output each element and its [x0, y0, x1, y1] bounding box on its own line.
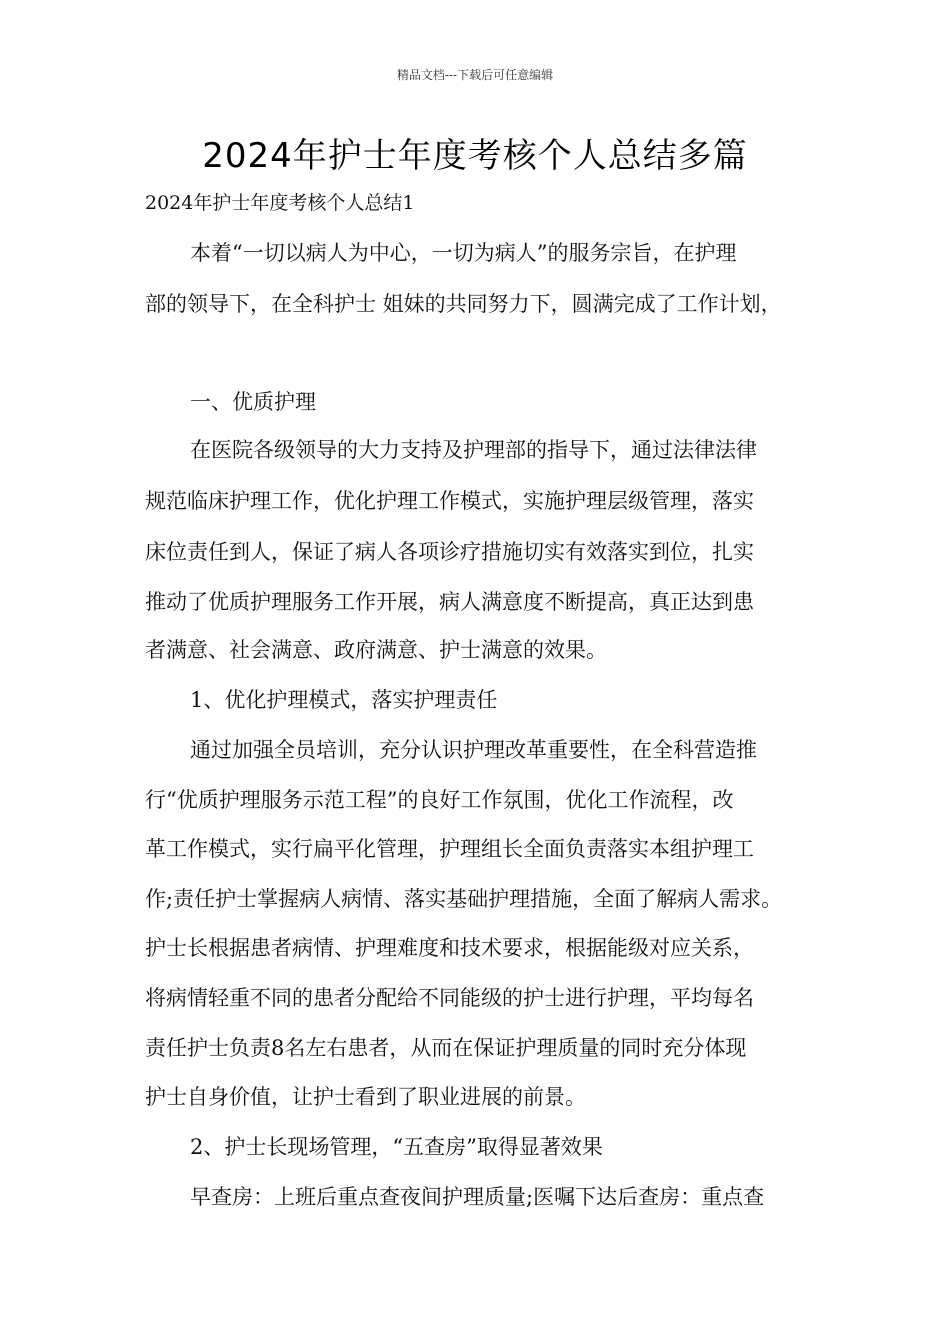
- paragraph-line: 行“优质护理服务示范工程”的良好工作氛围，优化工作流程，改: [145, 788, 734, 812]
- paragraph-line: 本着“一切以病人为中心，一切为病人”的服务宗旨，在护理: [190, 241, 737, 265]
- paragraph-line: 作;责任护士掌握病人病情、落实基础护理措施，全面了解病人需求。: [145, 887, 783, 911]
- paragraph-line: 在医院各级领导的大力支持及护理部的指导下，通过法律法律: [190, 438, 757, 462]
- paragraph-line: 护士自身价值，让护士看到了职业进展的前景。: [145, 1085, 586, 1109]
- paragraph-line: 规范临床护理工作，优化护理工作模式，实施护理层级管理，落实: [145, 489, 754, 513]
- paragraph-line: 责任护士负责8名左右患者，从而在保证护理质量的同时充分体现: [145, 1036, 747, 1060]
- document-subtitle: 2024年护士年度考核个人总结1: [145, 192, 415, 214]
- paragraph-line: 革工作模式，实行扁平化管理，护理组长全面负责落实本组护理工: [145, 837, 754, 861]
- document-title: 2024年护士年度考核个人总结多篇: [202, 136, 748, 176]
- paragraph-line: 部的领导下，在全科护士 姐妹的共同努力下，圆满完成了工作计划，: [145, 292, 782, 316]
- paragraph-line: 床位责任到人，保证了病人各项诊疗措施切实有效落实到位，扎实: [145, 540, 754, 564]
- paragraph-line: 推动了优质护理服务工作开展，病人满意度不断提高，真正达到患: [145, 590, 754, 614]
- subsection-heading: 2、护士长现场管理，“五查房”取得显著效果: [190, 1135, 603, 1159]
- paragraph-line: 者满意、社会满意、政府满意、护士满意的效果。: [145, 638, 607, 662]
- section-heading: 一、优质护理: [190, 390, 316, 414]
- paragraph-line: 早查房：上班后重点查夜间护理质量;医嘱下达后查房：重点查: [190, 1185, 765, 1209]
- subsection-heading: 1、优化护理模式，落实护理责任: [190, 688, 498, 712]
- paragraph-line: 将病情轻重不同的患者分配给不同能级的护士进行护理，平均每名: [145, 986, 754, 1010]
- header-note: 精品文档---下载后可任意编辑: [396, 68, 554, 82]
- paragraph-line: 护士长根据患者病情、护理难度和技术要求，根据能级对应关系，: [145, 936, 754, 960]
- paragraph-line: 通过加强全员培训，充分认识护理改革重要性，在全科营造推: [190, 738, 757, 762]
